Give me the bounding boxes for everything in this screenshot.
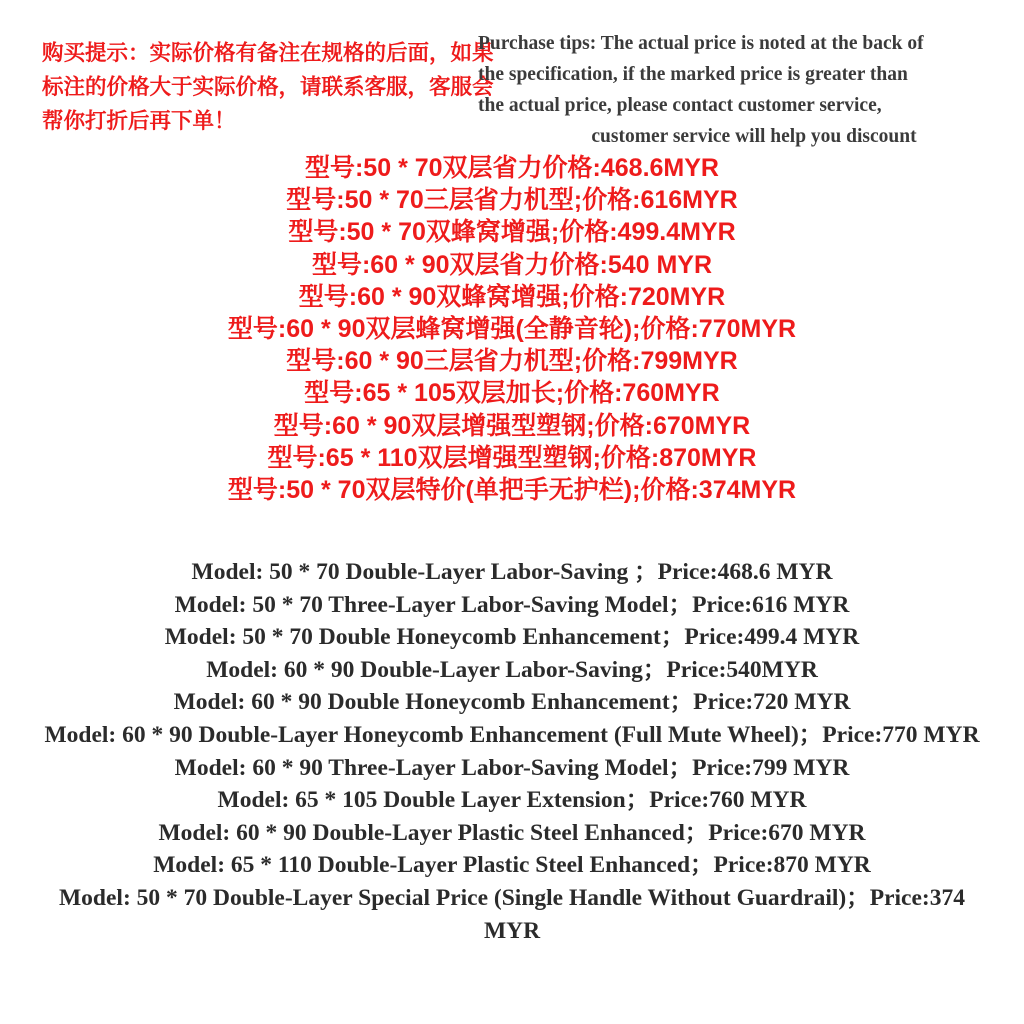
list-item: Model: 65 * 105 Double Layer Extension；Price:760 MYR [217,787,807,814]
purchase-notice-english-line-4: customer service will help you discount [591,126,917,147]
list-item: Model: 65 * 110 Double-Layer Plastic Steel Enhanced；Price:870 MYR [153,852,871,879]
list-item: Model: 50 * 70 Double-Layer Special Price (Single Handle Without Guardrail)；Price:374 MYR [59,884,965,944]
list-item: Model: 50 * 70 Double Honeycomb Enhancement；Price:499.4 MYR [164,624,860,651]
list-item: 型号:50 * 70双层特价(单把手无护栏);价格:374MYR [227,476,797,505]
purchase-notice-english [478,28,1024,152]
list-item: 型号:50 * 70双蜂窝增强;价格:499.4MYR [288,218,736,247]
list-item: Model: 60 * 90 Double-Layer Honeycomb Enhancement (Full Mute Wheel)；Price:770 MYR [44,721,980,748]
list-item: Model: 60 * 90 Double-Layer Plastic Steel Enhanced；Price:670 MYR [158,819,866,846]
list-item: 型号:65 * 105双层加长;价格:760MYR [304,379,720,408]
list-item: 型号:50 * 70三层省力机型;价格:616MYR [286,186,738,215]
list-item: 型号:65 * 110双层增强型塑钢;价格:870MYR [267,443,757,472]
list-item: Model: 50 * 70 Double-Layer Labor-Saving ；Price:468.6 MYR [191,559,833,585]
list-item: 型号:60 * 90双层省力价格:540 MYR [311,250,713,279]
list-item: Model: 60 * 90 Double Honeycomb Enhancement；Price:720 MYR [173,689,851,716]
purchase-notice-chinese: 购买提示：实际价格有备注在规格的后面，如果标注的价格大于实际价格，请联系客服，客服会帮你打折后再下单！ [42,41,494,133]
list-item: 型号:60 * 90三层省力机型;价格:799MYR [286,347,738,376]
purchase-notice-english-line-3: the actual price, please contact customer service, [478,95,882,116]
purchase-notice-english-line-2: the specification, if the marked price is greater than [478,64,908,85]
list-item: 型号:60 * 90双蜂窝增强;价格:720MYR [298,282,726,311]
list-item: 型号:60 * 90双层蜂窝增强(全静音轮);价格:770MYR [227,315,797,344]
list-item: 型号:60 * 90双层增强型塑钢;价格:670MYR [273,411,751,440]
list-item: Model: 60 * 90 Double-Layer Labor-Saving；Price:540MYR [206,656,818,683]
model-price-list-chinese [0,152,1024,506]
list-item: 型号:50 * 70双层省力价格:468.6MYR [304,154,719,182]
purchase-notice [0,28,1024,146]
model-price-list-english [0,556,1024,947]
list-item: Model: 60 * 90 Three-Layer Labor-Saving Model；Price:799 MYR [174,754,850,781]
list-item: Model: 50 * 70 Three-Layer Labor-Saving Model；Price:616 MYR [174,591,850,618]
purchase-notice-english-line-1: Purchase tips: The actual price is noted at the back of [478,33,924,54]
